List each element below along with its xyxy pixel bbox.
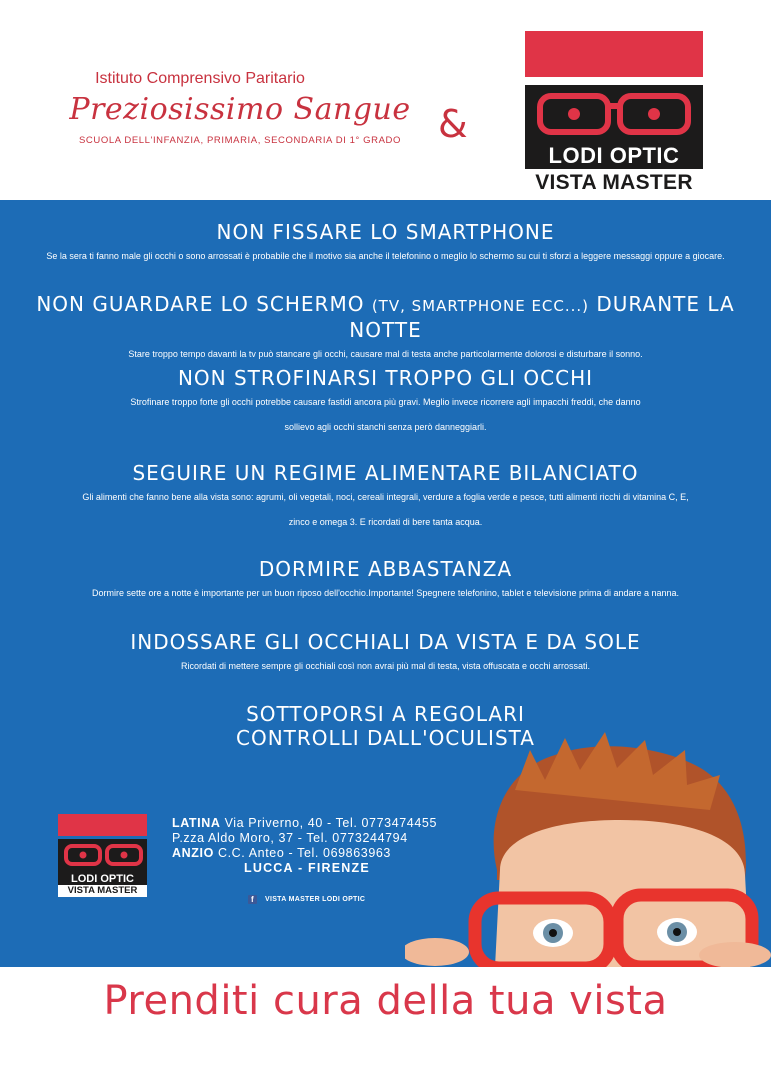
tip-sleep — [0, 557, 771, 606]
tip-title: NON STROFINARSI TROPPO GLI OCCHI — [177, 366, 594, 390]
school-name: Preziosissimo Sangue — [69, 92, 411, 127]
facebook-icon: f — [248, 895, 257, 904]
brand-name: LODI OPTIC — [58, 873, 147, 885]
tip-text: Gli alimenti che fanno bene alla vista sono: agrumi, oli vegetali, noci, cereali integrali, verdure a foglia verde e pesce, tutti alimenti ricchi di vitamina C, E, — [82, 492, 689, 502]
tip-title-line2: CONTROLLI DALL'OCULISTA — [235, 726, 535, 750]
facebook-link[interactable] — [248, 895, 365, 904]
school-levels: SCUOLA DELL'INFANZIA, PRIMARIA, SECONDARIA DI 1° GRADO — [78, 135, 402, 146]
brand-subname: VISTA MASTER — [58, 885, 147, 897]
tip-diet — [0, 461, 771, 535]
ampersand: & — [438, 102, 468, 146]
slogan: Prenditi cura della tua vista — [103, 978, 668, 1024]
facebook-label: VISTA MASTER LODI OPTIC — [265, 896, 366, 903]
tip-title: NON GUARDARE LO SCHERMO (TV, SMARTPHONE ECC...) DURANTE LA NOTTE — [36, 292, 735, 342]
contact-anzio: ANZIO C.C. Anteo - Tel. 069863963 — [172, 846, 391, 860]
brand-logo-small — [58, 814, 147, 897]
tip-text: sollievo agli occhi stanchi senza però danneggiarli. — [284, 422, 487, 432]
school-block — [40, 70, 440, 146]
tips-panel — [0, 200, 771, 967]
tip-smartphone — [0, 220, 771, 269]
contact-latina-2: P.zza Aldo Moro, 37 - Tel. 0773244794 — [172, 831, 408, 845]
tip-title: SEGUIRE UN REGIME ALIMENTARE BILANCIATO — [132, 461, 639, 485]
contact-cities: LUCCA - FIRENZE — [244, 861, 370, 875]
tip-title: NON FISSARE LO SMARTPHONE — [216, 220, 555, 244]
tip-text: Se la sera ti fanno male gli occhi o sono arrossati è probabile che il motivo sia anche il telefonino o meglio lo schermo su cui ti sforzi a leggere messaggi oppure a giocare. — [46, 251, 725, 261]
brand-subname: VISTA MASTER — [525, 169, 703, 197]
store-contacts — [172, 816, 437, 876]
brand-logo-large — [525, 31, 703, 197]
tip-night-screen — [0, 292, 771, 367]
tip-text: Dormire sette ore a notte è importante per un buon riposo dell'occhio.Importante! Spegnere telefonino, tablet e televisione prima di andare a nanna. — [91, 588, 680, 598]
tip-title: INDOSSARE GLI OCCHIALI DA VISTA E DA SOLE — [130, 630, 641, 654]
tip-title-line1: SOTTOPORSI A REGOLARI — [246, 702, 525, 726]
header — [0, 0, 771, 200]
tip-text: Ricordati di mettere sempre gli occhiali così non avrai più mal di testa, vista offuscata e occhi arrossati. — [180, 661, 591, 671]
tip-text: Strofinare troppo forte gli occhi potrebbe causare fastidi ancora più gravi. Meglio invece ricorrere agli impacchi freddi, che danno — [130, 397, 641, 407]
brand-name: LODI OPTIC — [525, 143, 703, 169]
tip-text: Stare troppo tempo davanti la tv può stancare gli occhi, causare mal di testa anche particolarmente dolorosi e disturbare il sonno. — [128, 349, 643, 359]
tip-text: zinco e omega 3. E ricordati di bere tanta acqua. — [288, 517, 483, 527]
child-with-glasses-image — [405, 720, 771, 967]
tip-title: DORMIRE ABBASTANZA — [258, 557, 513, 581]
contact-latina: LATINA Via Priverno, 40 - Tel. 0773474455 — [172, 816, 438, 830]
tip-glasses — [0, 630, 771, 679]
brand-red-bar — [525, 31, 703, 77]
glasses-logo-icon — [58, 839, 147, 873]
glasses-logo-icon — [525, 85, 703, 143]
school-institute-label: Istituto Comprensivo Paritario — [95, 70, 305, 87]
tip-rubbing — [0, 366, 771, 440]
